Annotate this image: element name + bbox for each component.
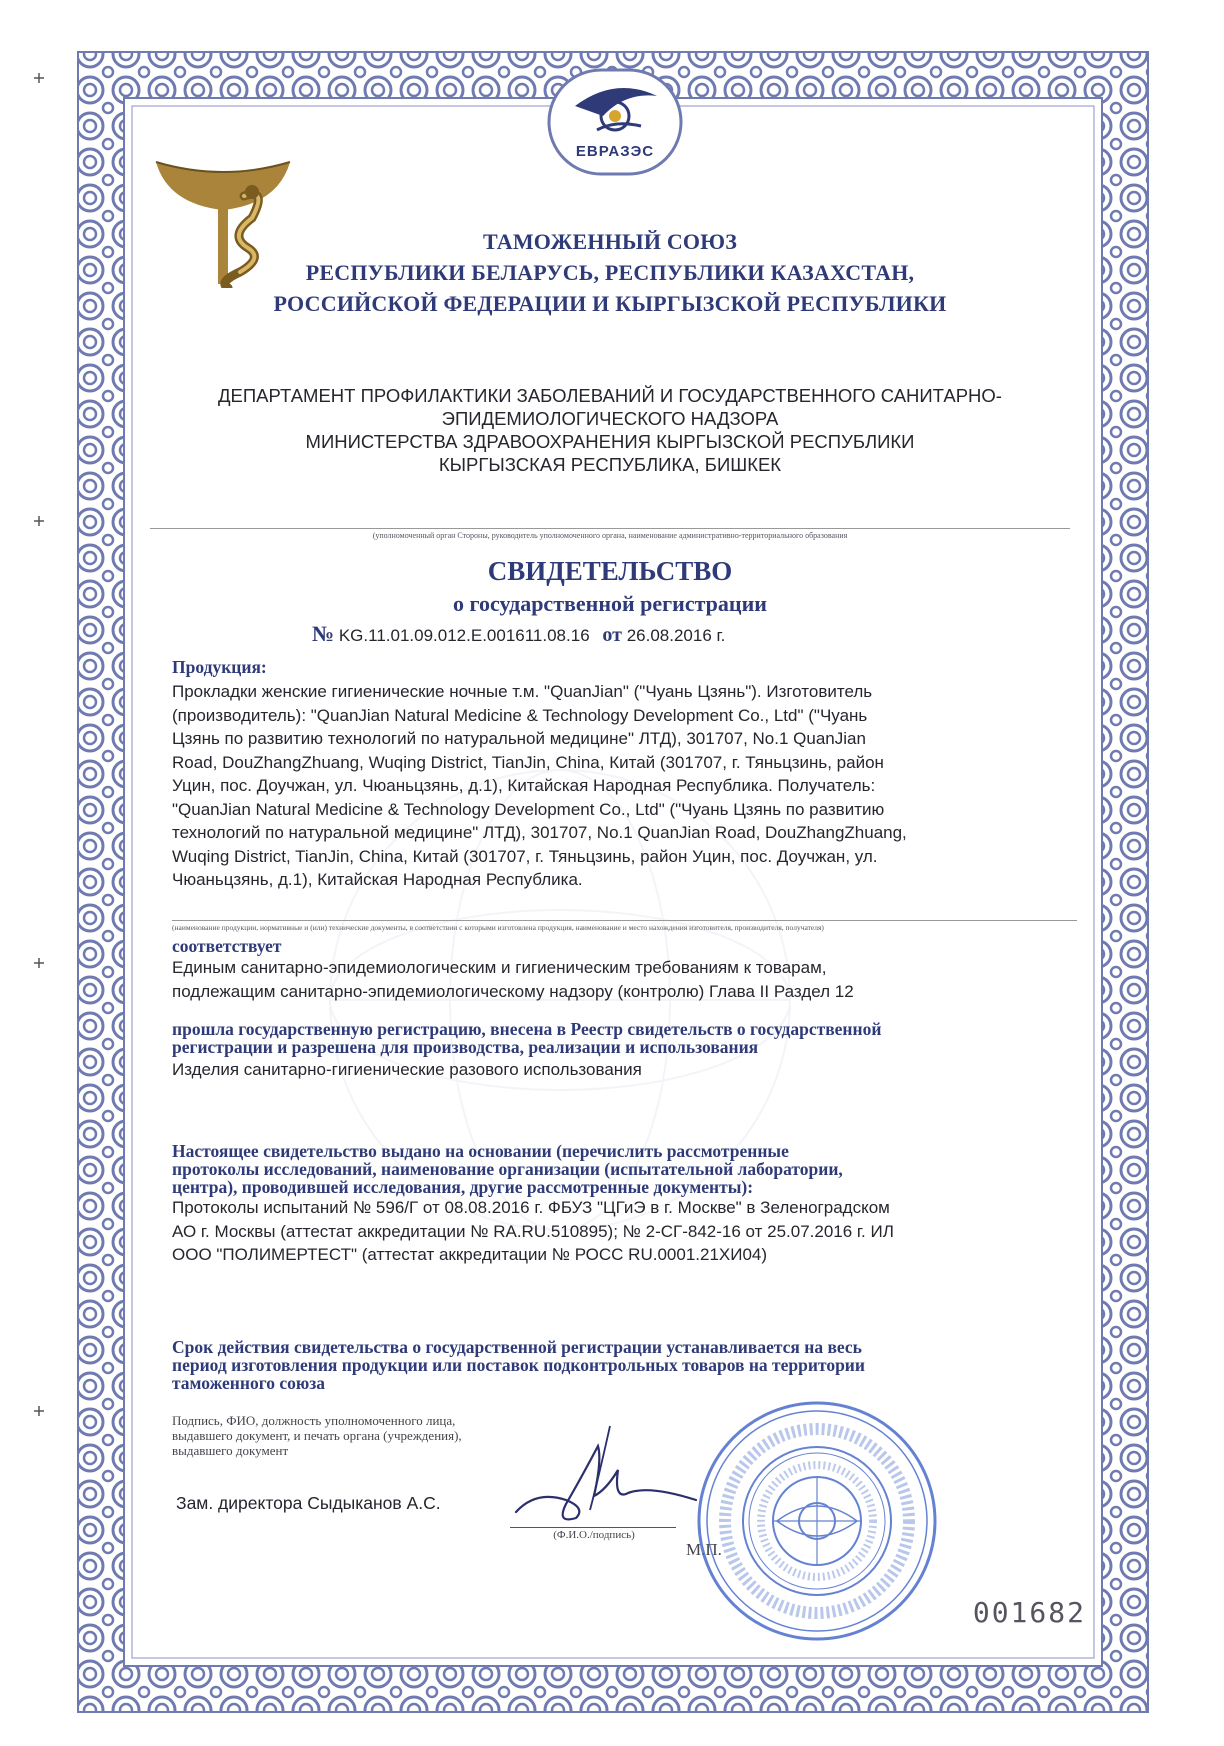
date-label: от	[602, 624, 622, 646]
conformity-line: подлежащим санитарно-эпидемиологическому надзору (контролю) Глава II Раздел 12	[172, 981, 854, 1001]
basis-label-line: протоколы исследований, наименование организации (испытательной лаборатории,	[172, 1159, 843, 1179]
conformity-label: соответствует	[172, 936, 282, 956]
issuing-authority	[150, 384, 1070, 476]
certificate-number-line	[312, 621, 725, 647]
validity-line: период изготовления продукции или поставок подконтрольных товаров на территории	[172, 1355, 865, 1375]
registration-label-line: прошла государственную регистрацию, внесена в Реестр свидетельств о государственной	[172, 1019, 882, 1039]
margin-marks	[34, 73, 44, 1416]
eurasec-logo	[545, 66, 685, 178]
authority-line: ДЕПАРТАМЕНТ ПРОФИЛАКТИКИ ЗАБОЛЕВАНИЙ И ГОСУДАРСТВЕННОГО САНИТАРНО-	[218, 385, 1002, 406]
basis-label-line: центра), проводившей исследования, другие рассмотренные документы):	[172, 1177, 754, 1197]
authority-line: КЫРГЫЗСКАЯ РЕСПУБЛИКА, БИШКЕК	[438, 454, 782, 475]
number-label: №	[312, 621, 335, 646]
certificate-subtitle: о государственной регистрации	[453, 591, 767, 616]
product-caption: (наименование продукции, нормативные и (или) технические документы, в соответствии с которыми изготовлена продукция, наименование и место нахождения изготовителя, производителя, получателя)	[172, 920, 1077, 932]
product-line: технологий по натуральной медицине" ЛТД), 301707, No.1 QuanJian Road, DouZhangZhuang,	[172, 823, 907, 842]
basis-label	[172, 1142, 1092, 1196]
product-line: Уцин, пос. Доучжан, ул. Чюаньцзянь, д.1), Китайская Народная Республика. Получатель:	[172, 776, 876, 795]
product-line: Wuqing District, TianJin, China, Китай (301707, г. Тяньцзинь, район Уцин, пос. Доучжан, ул.	[172, 846, 878, 866]
customs-union-heading	[150, 226, 1070, 319]
certificate-number: KG.11.01.09.012.E.001611.08.16	[338, 626, 590, 645]
certificate-title: СВИДЕТЕЛЬСТВО	[487, 556, 733, 586]
validity-statement	[172, 1338, 1092, 1392]
product-line: Прокладки женские гигиенические ночные т.м. "QuanJian" ("Чуань Цзянь"). Изготовитель	[172, 682, 873, 701]
authority-line: МИНИСТЕРСТВА ЗДРАВООХРАНЕНИЯ КЫРГЫЗСКОЙ РЕСПУБЛИКИ	[305, 431, 915, 452]
conformity-text	[172, 956, 1092, 1003]
product-line: Road, DouZhangZhuang, Wuqing District, TianJin, China, Китай (301707, г. Тяньцзинь, район	[172, 752, 884, 772]
validity-line: таможенного союза	[172, 1373, 326, 1393]
signer-name: Зам. директора Сыдыканов А.С.	[176, 1493, 441, 1513]
basis-label-line: Настоящее свидетельство выдано на основании (перечислить рассмотренные	[172, 1141, 789, 1161]
registration-label-line: регистрации и разрешена для производства, реализации и использования	[172, 1037, 759, 1057]
handwritten-signature	[506, 1420, 706, 1530]
validity-line: Срок действия свидетельства о государственной регистрации устанавливается на весь	[172, 1337, 862, 1357]
serial-number: 001682	[972, 1596, 1086, 1629]
product-line: Цзянь по развитию технологий по натуральной медицине" ЛТД), 301707, No.1 QuanJian	[172, 729, 866, 748]
registration-label	[172, 1020, 1102, 1056]
basis-line: АО г. Москвы (аттестат аккредитации № RA.RU.510895); № 2-СГ-842-16 от 25.07.2016 г. ИЛ	[172, 1221, 894, 1241]
signature-caption-line: выдавшего документ	[172, 1443, 289, 1458]
signature-caption	[172, 1413, 462, 1458]
logo-text: ЕВРАЗЭС	[575, 143, 655, 160]
official-stamp	[692, 1396, 942, 1646]
signature-caption-line: Подпись, ФИО, должность уполномоченного лица,	[172, 1413, 456, 1428]
authority-line: ЭПИДЕМИОЛОГИЧЕСКОГО НАДЗОРА	[441, 408, 779, 429]
authority-caption: (уполномоченный орган Стороны, руководитель уполномоченного органа, наименование административно-территориального образования	[150, 528, 1070, 540]
product-line: "QuanJian Natural Medicine & Technology Development Co., Ltd" ("Чуань Цзянь по развитию	[172, 799, 885, 819]
basis-documents	[172, 1196, 1092, 1267]
heading-line: РЕСПУБЛИКИ БЕЛАРУСЬ, РЕСПУБЛИКИ КАЗАХСТАН,	[305, 260, 915, 285]
heading-line: ТАМОЖЕННЫЙ СОЮЗ	[482, 229, 738, 254]
seal-place-label: М.П.	[686, 1540, 722, 1559]
product-line: (производитель): "QuanJian Natural Medicine & Technology Development Co., Ltd" ("Чуань	[172, 705, 868, 725]
certificate-date: 26.08.2016 г.	[626, 626, 726, 645]
conformity-line: Единым санитарно-эпидемиологическим и гигиеническим требованиям к товарам,	[172, 958, 827, 977]
basis-line: Протоколы испытаний № 596/Г от 08.08.2016 г. ФБУЗ "ЦГиЭ в г. Москве" в Зеленоградском	[172, 1198, 890, 1217]
heading-line: РОССИЙСКОЙ ФЕДЕРАЦИИ И КЫРГЫЗСКОЙ РЕСПУБЛИКИ	[273, 291, 947, 316]
signature-line-caption: (Ф.И.О./подпись)	[553, 1529, 635, 1541]
product-label: Продукция:	[172, 657, 267, 677]
signature-caption-line: выдавшего документ, и печать органа (учреждения),	[172, 1428, 462, 1443]
product-description	[172, 680, 1092, 892]
product-line: Чюаньцзянь, д.1), Китайская Народная Республика.	[172, 870, 583, 889]
basis-line: ООО "ПОЛИМЕРТЕСТ" (аттестат аккредитации № РОСС RU.0001.21ХИ04)	[172, 1245, 768, 1264]
registration-scope: Изделия санитарно-гигиенические разового использования	[172, 1060, 642, 1079]
